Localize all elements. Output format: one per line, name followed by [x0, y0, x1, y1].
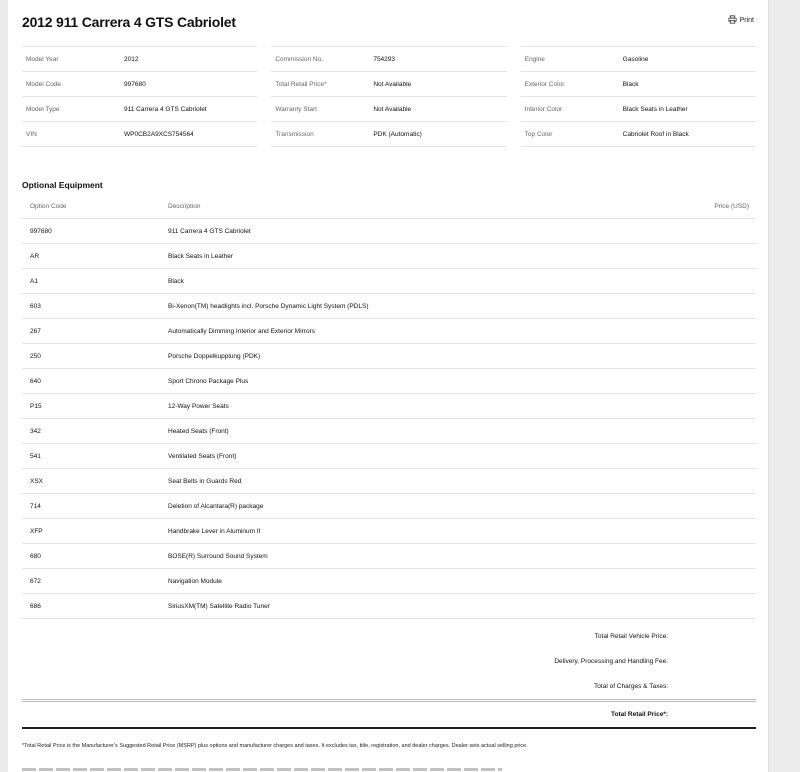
spec-label: Transmission [275, 130, 314, 138]
option-code: 603 [30, 302, 41, 310]
table-row [22, 569, 756, 594]
spec-value: Black [622, 80, 639, 88]
option-description: 911 Carrera 4 GTS Cabriolet [168, 227, 251, 235]
option-description: Black [168, 277, 184, 285]
spec-value: 997680 [124, 80, 146, 88]
page-title: 2012 911 Carrera 4 GTS Cabriolet [22, 14, 236, 30]
charges-taxes-label: Total of Charges & Taxes: [594, 683, 668, 690]
spec-value: 2012 [124, 55, 139, 63]
total-retail-price-label: Total Retail Price*: [611, 711, 668, 718]
spec-label: Total Retail Price* [275, 80, 327, 88]
specs-column-3 [521, 46, 756, 147]
spec-row [22, 121, 257, 147]
spec-row [271, 121, 506, 147]
spec-row [521, 46, 756, 71]
vehicle-specs [22, 46, 756, 147]
option-description: 12-Way Power Seats [168, 402, 229, 410]
delivery-fee-label: Delivery, Processing and Handling Fee: [554, 658, 668, 665]
page-header [22, 12, 754, 34]
column-header-price: Price (USD) [714, 202, 749, 210]
price-totals [22, 624, 756, 729]
spec-row [271, 71, 506, 96]
option-description: Deletion of Alcantara(R) package [168, 502, 264, 510]
option-code: XFP [30, 527, 43, 535]
option-description: Sport Chrono Package Plus [168, 377, 249, 385]
option-description: SiriusXM(TM) Satellite Radio Tuner [168, 602, 270, 610]
price-footnote: *Total Retail Price is the Manufacturer's Suggested Retail Price (MSRP) plus options and manufacturer charges and taxes. It excludes tax, title, registration, and dealer charges. Dealer sets actual selling price. [22, 743, 528, 749]
option-code: 997680 [30, 227, 52, 235]
spec-row [521, 71, 756, 96]
table-row [22, 244, 756, 269]
table-row [22, 519, 756, 544]
spec-label: Top Color [524, 130, 553, 138]
print-label: Print [739, 17, 754, 24]
spec-label: Model Type [26, 105, 60, 113]
option-code: 640 [30, 377, 41, 385]
option-code: 680 [30, 552, 41, 560]
spec-label: Engine [524, 55, 545, 63]
option-description: Black Seats in Leather [168, 252, 234, 260]
table-row [22, 369, 756, 394]
optional-equipment-title: Optional Equipment [22, 180, 103, 190]
option-description: Heated Seats (Front) [168, 427, 229, 435]
table-row [22, 269, 756, 294]
spec-label: Interior Color [524, 105, 563, 113]
total-vehicle-price-row [22, 624, 756, 649]
spec-value: Not Available [373, 80, 412, 88]
spec-value: Cabriolet Roof in Black [622, 130, 689, 138]
option-code: 342 [30, 427, 41, 435]
spec-row [22, 96, 257, 121]
optional-equipment-table [22, 194, 756, 619]
spec-label: Exterior Color [524, 80, 565, 88]
delivery-fee-row [22, 649, 756, 674]
spec-value: 754293 [373, 55, 396, 63]
spec-value: WP0CB2A9XCS754564 [124, 130, 194, 138]
option-description: Porsche Doppelkupplung (PDK) [168, 352, 261, 360]
table-row [22, 544, 756, 569]
table-row [22, 344, 756, 369]
option-code: A1 [30, 277, 38, 285]
option-code: 267 [30, 327, 41, 335]
spec-row [521, 121, 756, 147]
spec-row [271, 96, 506, 121]
vehicle-details-page [8, 0, 768, 772]
specs-column-1 [22, 46, 257, 147]
table-row [22, 444, 756, 469]
table-row [22, 419, 756, 444]
table-row [22, 494, 756, 519]
spec-row [22, 71, 257, 96]
total-retail-price-row [22, 702, 756, 729]
printer-icon [728, 15, 737, 26]
window-edge [768, 0, 800, 772]
spec-row [271, 46, 506, 71]
table-row [22, 594, 756, 619]
option-code: AR [30, 252, 40, 260]
option-code: 672 [30, 577, 41, 585]
table-row [22, 219, 756, 244]
footnote-cutoff-text [22, 766, 502, 772]
spec-row [22, 46, 257, 71]
option-description: Automatically Dimming Interior and Exterior Mirrors [168, 327, 316, 335]
specs-column-2 [271, 46, 506, 147]
option-description: Navigation Module [168, 577, 222, 585]
option-code: 714 [30, 502, 41, 510]
column-header-option-code: Option Code [30, 202, 67, 210]
table-row [22, 394, 756, 419]
option-code: P15 [30, 402, 42, 410]
spec-label: Commission No. [275, 55, 324, 63]
option-code: 250 [30, 352, 41, 360]
spec-label: Model Code [26, 80, 62, 88]
column-header-description: Description [168, 202, 201, 210]
spec-value: 911 Carrera 4 GTS Cabriolet [124, 105, 207, 113]
spec-value: Not Available [373, 105, 412, 113]
option-description: Handbrake Lever in Aluminum II [168, 527, 261, 535]
spec-row [521, 96, 756, 121]
table-row [22, 469, 756, 494]
table-row [22, 319, 756, 344]
option-code: XSX [30, 477, 44, 485]
spec-label: VIN [26, 130, 37, 138]
table-body [22, 219, 756, 619]
option-code: 686 [30, 602, 41, 610]
spec-value: PDK (Automatic) [373, 130, 422, 138]
option-code: 541 [30, 452, 41, 460]
option-description: Seat Belts in Guards Red [168, 477, 242, 485]
spec-label: Model Year [26, 55, 59, 63]
option-description: Bi-Xenon(TM) headlights incl. Porsche Dynamic Light System (PDLS) [168, 302, 369, 310]
total-vehicle-price-label: Total Retail Vehicle Price: [594, 633, 668, 640]
charges-taxes-row [22, 674, 756, 699]
option-description: BOSE(R) Surround Sound System [168, 552, 268, 560]
table-header [22, 194, 756, 219]
print-button[interactable] [728, 15, 754, 26]
spec-value: Black Seats in Leather [622, 105, 688, 113]
option-description: Ventilated Seats (Front) [168, 452, 237, 460]
table-row [22, 294, 756, 319]
spec-value: Gasoline [622, 55, 649, 63]
spec-label: Warranty Start [275, 105, 317, 113]
